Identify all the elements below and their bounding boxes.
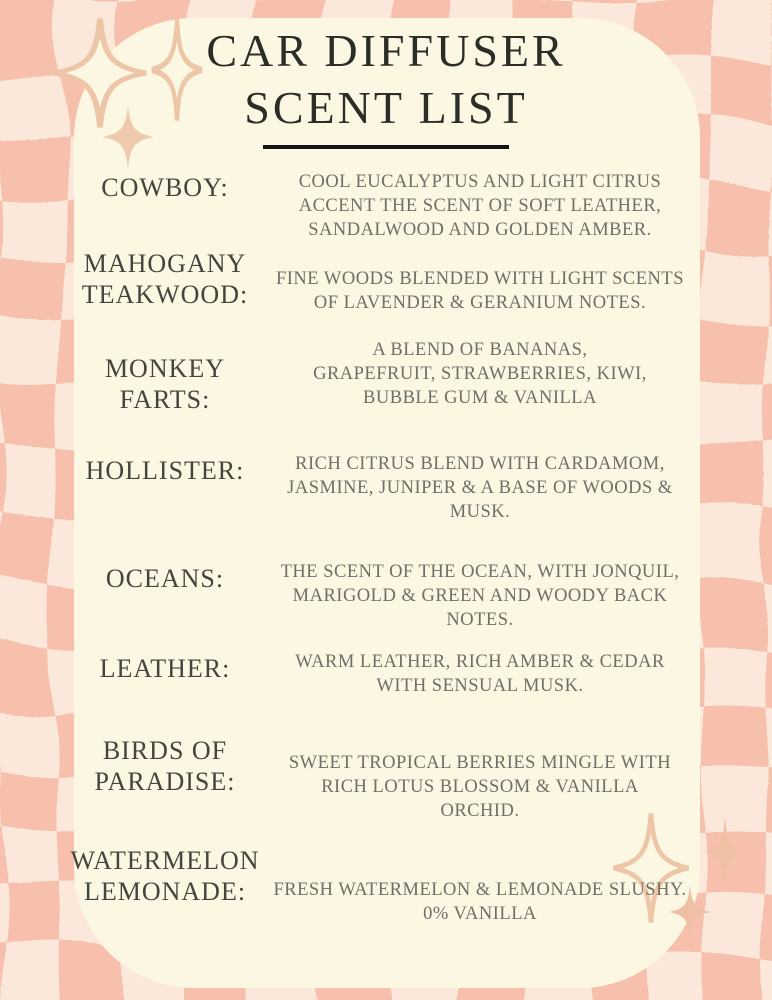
scent-description: RICH CITRUS BLEND WITH CARDAMOM, JASMINE, JUNIPER & A BASE OF WOODS & MUSK.	[287, 454, 673, 522]
scent-description: THE SCENT OF THE OCEAN, WITH JONQUIL, MARIGOLD & GREEN AND WOODY BACK NOTES.	[280, 562, 680, 630]
scent-description: FINE WOODS BLENDED WITH LIGHT SCENTS OF LAVENDER & GERANIUM NOTES.	[275, 269, 685, 313]
page-title-line1: CAR DIFFUSER	[206, 25, 566, 76]
scent-name: HOLLISTER:	[85, 456, 245, 485]
scent-name: BIRDS OF PARADISE:	[94, 736, 236, 796]
scent-entry-hollister	[66, 452, 696, 524]
scent-name: MAHOGANY TEAKWOOD:	[81, 249, 249, 309]
scent-entry-oceans	[66, 560, 696, 632]
scent-name: MONKEY FARTS:	[104, 354, 226, 414]
scent-description: WARM LEATHER, RICH AMBER & CEDAR WITH SENSUAL MUSK.	[295, 652, 665, 696]
scent-entry-cowboy	[66, 170, 696, 242]
scent-description: SWEET TROPICAL BERRIES MINGLE WITH RICH LOTUS BLOSSOM & VANILLA ORCHID.	[288, 753, 672, 821]
scent-entry-birds-of-paradise	[66, 735, 696, 823]
scent-entry-watermelon-lemonade	[66, 845, 696, 926]
page-title	[0, 22, 772, 149]
scent-description: A BLEND OF BANANAS, GRAPEFRUIT, STRAWBERRIES, KIWI, BUBBLE GUM & VANILLA	[313, 340, 647, 408]
scent-description: COOL EUCALYPTUS AND LIGHT CITRUS ACCENT THE SCENT OF SOFT LEATHER, SANDALWOOD AND GOLDEN AMBER.	[298, 172, 662, 240]
scent-entry-mahogany-teakwood	[66, 248, 696, 315]
scent-name: OCEANS:	[105, 564, 225, 593]
scent-name: COWBOY:	[101, 173, 229, 202]
scent-entry-monkey-farts	[66, 338, 696, 415]
scent-description: FRESH WATERMELON & LEMONADE SLUSHY. 0% VANILLA	[273, 880, 687, 924]
scent-name: LEATHER:	[99, 654, 231, 683]
scent-name: WATERMELON LEMONADE:	[70, 846, 260, 906]
title-underline	[263, 145, 509, 149]
scent-entry-leather	[66, 648, 696, 698]
page-title-line2: SCENT LIST	[244, 82, 528, 133]
